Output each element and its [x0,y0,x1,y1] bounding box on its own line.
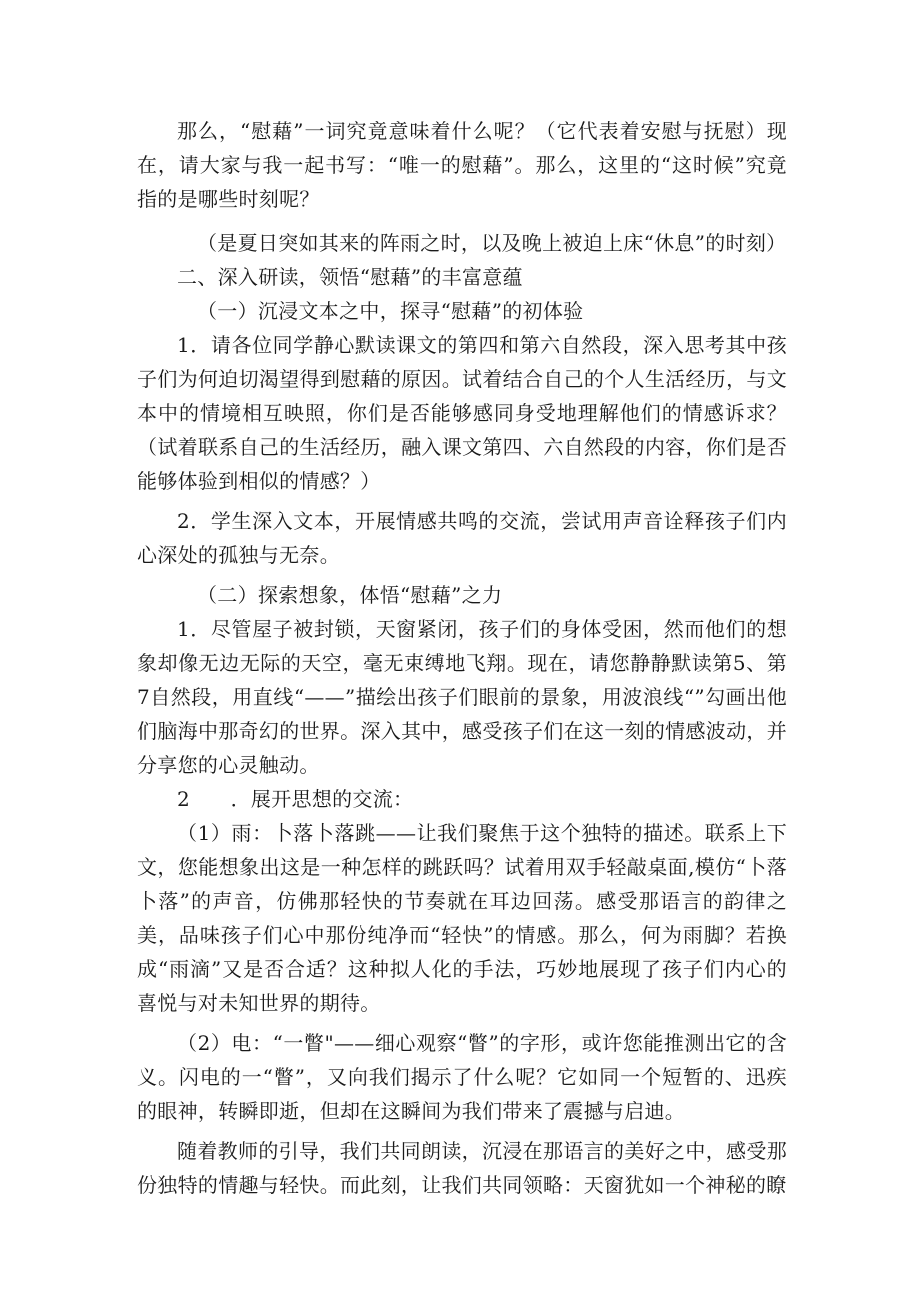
paragraph-imagination-task: 1．尽管屋子被封锁，天窗紧闭，孩子们的身体受困，然而他们的想象却像无边无际的天空，毫无束缚地飞翔。现在，请您静静默读第5、第7自然段，用直线“——”描绘出孩子们眼前的景象，用波浪线“”勾画出他们脑海中那奇幻的世界。深入其中，感受孩子们在这一刻的情感波动，并分享您的心灵触动。 [137,617,787,777]
paragraph-task-1: 1．请各位同学静心默读课文的第四和第六自然段，深入思考其中孩子们为何迫切渴望得到慰藉的原因。试着结合自己的个人生活经历，与文本中的情境相互映照，你们是否能够感同身受地理解他们的情感诉求？（试着联系自己的生活经历，融入课文第四、六自然段的内容，你们是否能够体验到相似的情感？） [137,333,787,493]
paragraph-lightning: （2）电：“一瞥"——细心观察“瞥”的字形，或许您能推测出它的含义。闪电的一“瞥”，又向我们揭示了什么呢？它如同一个短暂的、迅疾的眼神，转瞬即逝，但却在这瞬间为我们带来了震撼与启迪。 [137,1031,787,1123]
subsection-heading-2: （二）探索想象，体悟“慰藉”之力 [197,583,503,607]
paragraph-exchange-heading: 2 ．展开思想的交流： [177,787,414,811]
paragraph-answer-moments: （是夏日突如其来的阵雨之时，以及晚上被迫上床“休息”的时刻） [197,231,787,255]
paragraph-rain: （1）雨：卜落卜落跳——让我们聚焦于这个独特的描述。联系上下文，您能想象出这是一种怎样的跳跃吗？试着用双手轻敲桌面,模仿“卜落卜落”的声音，仿佛那轻快的节奏就在耳边回荡。感受那语言的韵律之美，品味孩子们心中那份纯净而“轻快”的情感。那么，何为雨脚？若换成“雨滴”又是否合适？这种拟人化的手法，巧妙地展现了孩子们内心的喜悦与对未知世界的期待。 [137,821,787,1015]
paragraph-reading-guide: 随着教师的引导，我们共同朗读，沉浸在那语言的美好之中，感受那份独特的情趣与轻快。而此刻，让我们共同领略：天窗犹如一个神秘的瞭 [137,1139,787,1197]
paragraph-task-2: 2．学生深入文本，开展情感共鸣的交流，尝试用声音诠释孩子们内心深处的孤独与无奈。 [137,509,787,567]
document-body [137,114,787,1202]
subsection-heading-1: （一）沉浸文本之中，探寻“慰藉”的初体验 [197,299,584,323]
paragraph-meaning-question: 那么，“慰藉”一词究竟意味着什么呢？（它代表着安慰与抚慰）现在，请大家与我一起书写：“唯一的慰藉”。那么，这里的“这时候”究竟指的是哪些时刻呢？ [137,119,787,211]
section-heading-2: 二、深入研读，领悟“慰藉”的丰富意蕴 [177,265,523,289]
